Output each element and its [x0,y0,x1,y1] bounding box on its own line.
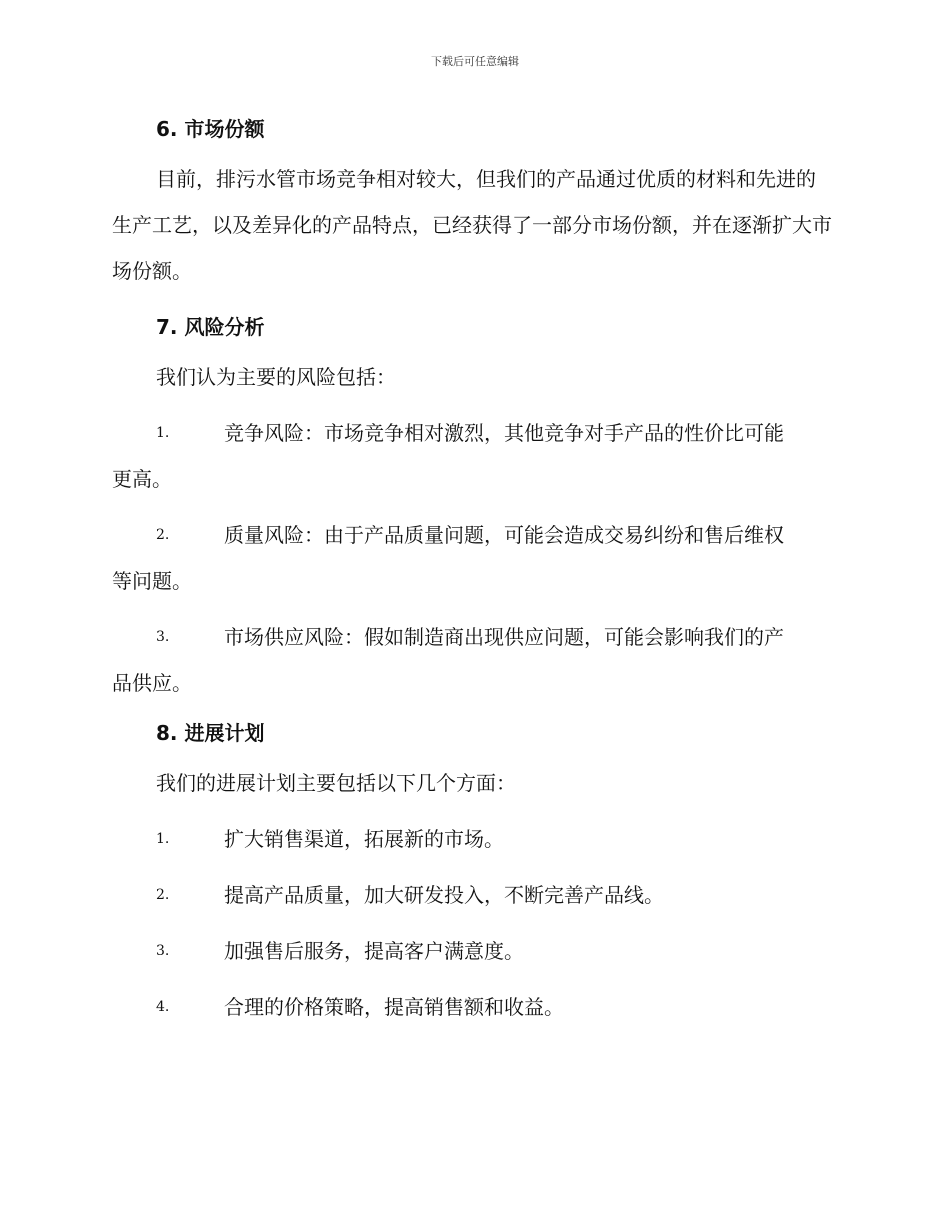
risk-intro: 我们认为主要的风险包括： [156,365,396,389]
list-number: 3. [156,943,170,959]
risk-item [112,512,834,604]
list-text: 质量风险：由于产品质量问题，可能会造成交易纠纷和售后维权 [224,523,784,547]
list-number: 3. [156,629,170,645]
section-title-risk: 7. 风险分析 [156,315,265,339]
list-number: 2. [156,527,170,543]
list-text: 竞争风险：市场竞争相对激烈，其他竞争对手产品的性价比可能 [224,421,784,445]
plan-item [112,984,834,1030]
list-number: 1. [156,425,170,441]
plan-item [112,928,834,974]
risk-item [112,410,834,502]
list-number: 4. [156,999,170,1015]
plan-intro: 我们的进展计划主要包括以下几个方面： [156,771,516,795]
risk-item [112,614,834,706]
market-share-paragraph: 目前，排污水管市场竞争相对较大，但我们的产品通过优质的材料和先进的生产工艺，以及差异化的产品特点，已经获得了一部分市场份额，并在逐渐扩大市场份额。 [112,167,832,283]
section-title-market-share: 6. 市场份额 [156,117,265,141]
list-text: 合理的价格策略，提高销售额和收益。 [224,995,564,1019]
list-text-continued: 等问题。 [112,569,192,593]
page-header: 下载后可任意编辑 [431,55,519,68]
plan-item [112,816,834,862]
list-text: 扩大销售渠道，拓展新的市场。 [224,827,504,851]
section-title-plan: 8. 进展计划 [156,721,265,745]
list-text-continued: 品供应。 [112,671,192,695]
list-number: 2. [156,887,170,903]
list-text: 市场供应风险：假如制造商出现供应问题，可能会影响我们的产 [224,625,784,649]
document-body [112,112,834,1030]
list-text: 提高产品质量，加大研发投入，不断完善产品线。 [224,883,664,907]
list-number: 1. [156,831,170,847]
plan-item [112,872,834,918]
list-text: 加强售后服务，提高客户满意度。 [224,939,524,963]
list-text-continued: 更高。 [112,467,172,491]
